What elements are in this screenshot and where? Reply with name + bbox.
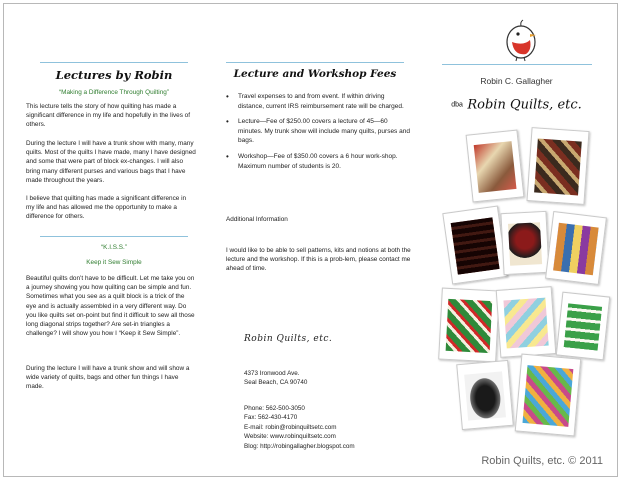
brand-line [434, 96, 599, 114]
contact-phone: Phone: 562-500-3050 [244, 405, 305, 412]
kiss-subheading: Keep it Sew Simple [86, 259, 142, 266]
pattern-card-10 [515, 354, 582, 437]
kiss-paragraph-1: Beautiful quilts don’t have to be difficult. Let me take you on a journey showing you how quilting can be simple and fun. Sometimes what you see as a quilt block is a trick of the eye and is actually assembled in a very different way. Do you like quilts set on-point but find it difficult to sew all those long diagonal strips together? Are set-in triangles a challenge? I will show you how I “Keep it Sew Simple”. [26, 275, 195, 338]
lecture-paragraph-1: This lecture tells the story of how quilting has made a significant difference in my life and hopefully in the lives of others. [26, 103, 191, 129]
dba-prefix: dba [451, 101, 463, 109]
additional-info-text: I would like to be able to sell patterns, kits and notions at both the lecture and the workshop. If this is a prob-lem, please contact me ahead of time. [226, 247, 411, 273]
contact-blog[interactable]: Blog: http://robingallagher.blogspot.com [244, 442, 355, 450]
contact-email[interactable]: E-mail: robin@robinquiltsetc.com [244, 423, 337, 431]
robin-bird-logo [502, 16, 540, 62]
pattern-card-2 [526, 127, 589, 205]
address-block [244, 369, 414, 388]
fee-bullet-workshop: • Workshop—Fee of $350.00 covers a 6 hour work-shop. Maximum number of students is 20. [226, 152, 411, 171]
fee-bullet-lecture: • Lecture—Fee of $250.00 covers a lecture of 45—60 minutes. My trunk show will include many quilts, purses and bags. [226, 117, 411, 146]
lecture-paragraph-2: During the lecture I will have a trunk show with many, many quilts. Most of the quilts I have made, many I have designed and some that were part of block ex-changes. I will also bring many different purses and various bags that I have made throughout the years. [26, 140, 196, 184]
pattern-card-6 [438, 288, 500, 363]
pattern-card-8 [556, 292, 610, 361]
pattern-card-9 [456, 360, 514, 430]
brochure-page [3, 3, 618, 477]
copyright-watermark: Robin Quilts, etc. © 2011 [481, 455, 603, 467]
pattern-card-4 [500, 211, 549, 275]
pattern-card-7 [496, 286, 557, 358]
owner-name: Robin C. Gallagher [480, 76, 553, 86]
contact-block [244, 404, 414, 451]
lectures-title: Lectures by Robin [55, 68, 173, 82]
fees-title: Lecture and Workshop Fees [233, 68, 397, 80]
pattern-card-1 [466, 129, 525, 202]
right-top-rule [442, 64, 592, 65]
fee-bullet-travel: • Travel expenses to and from event. If within driving distance, current IRS reimbursement rate will be charged. [226, 92, 411, 111]
middle-top-rule [226, 62, 404, 63]
lectures-subtitle: “Making a Difference Through Quilting” [59, 89, 169, 96]
pattern-card-5 [545, 211, 607, 285]
contact-fax: Fax: 562-430-4170 [244, 414, 298, 422]
pattern-card-3 [442, 205, 507, 284]
address-line-2: Seal Beach, CA 90740 [244, 379, 308, 387]
fees-list [226, 92, 411, 177]
left-mid-rule [40, 236, 188, 237]
left-top-rule [40, 62, 188, 63]
kiss-paragraph-2: During the lecture I will have a trunk show and will show a wide variety of quilts, bags and other fun things I have made. [26, 365, 190, 391]
address-line-1: 4373 Ironwood Ave. [244, 370, 300, 377]
additional-info-heading: Additional Information [226, 216, 288, 223]
company-name-small: Robin Quilts, etc. [244, 334, 333, 344]
lecture-paragraph-3: I believe that quilting has made a significant difference in my life and has allowed me the opportunity to make a difference for others. [26, 195, 187, 221]
brand-name: Robin Quilts, etc. [467, 97, 582, 113]
contact-website[interactable]: Website: www.robinquiltsetc.com [244, 433, 336, 441]
kiss-heading: “K.I.S.S.” [101, 244, 127, 251]
